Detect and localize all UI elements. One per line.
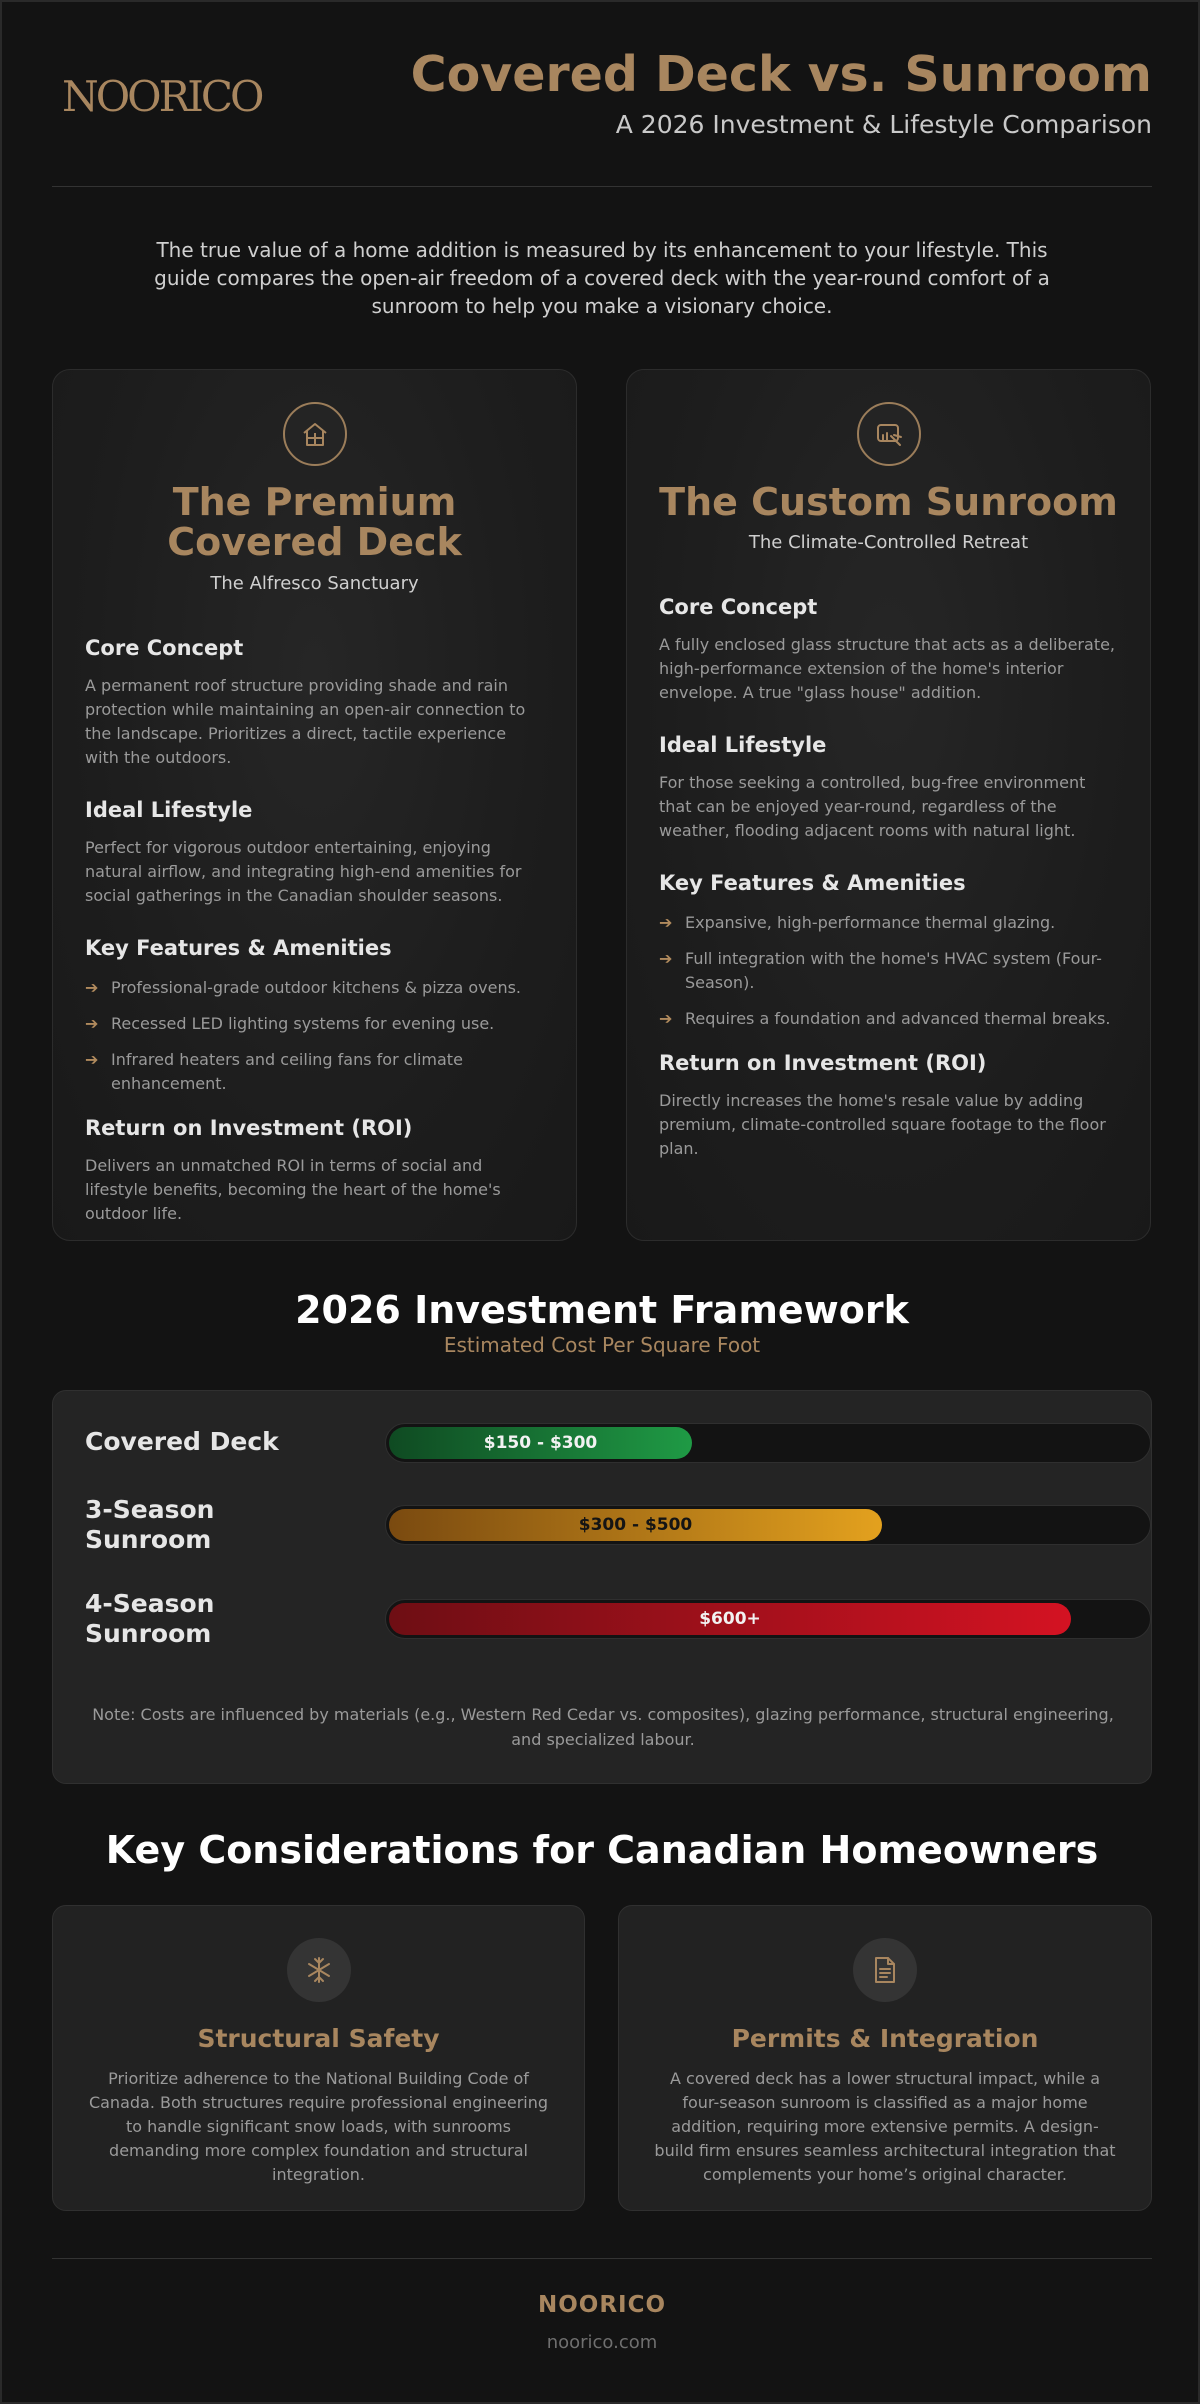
header bbox=[52, 42, 1152, 187]
arrow-right-icon: ➔ bbox=[659, 1009, 673, 1029]
cost-range-label: $600+ bbox=[699, 1609, 761, 1629]
cost-row-covered-deck bbox=[85, 1423, 1121, 1483]
page-title: Covered Deck vs. Sunroom bbox=[410, 46, 1152, 103]
sunroom-core-heading: Core Concept bbox=[659, 595, 818, 620]
deck-features-heading: Key Features & Amenities bbox=[85, 935, 392, 960]
arrow-right-icon: ➔ bbox=[85, 1013, 99, 1033]
cost-bar-track bbox=[385, 1599, 1151, 1639]
cost-row-label: 4-Season Sunroom bbox=[85, 1589, 215, 1648]
cost-range-label: $300 - $500 bbox=[578, 1515, 693, 1535]
deck-core-text: A permanent roof structure providing shade and rain protection while maintaining an open-air connection to the landscape. Prioritizes a direct, tactile experience with the outdoors. bbox=[85, 675, 526, 767]
sunroom-tagline: The Climate-Controlled Retreat bbox=[748, 532, 1029, 554]
framework-subtitle: Estimated Cost Per Square Foot bbox=[443, 1333, 761, 1357]
window-sun-icon bbox=[857, 402, 921, 466]
sunroom-features-list bbox=[659, 911, 1118, 1031]
covered-deck-card bbox=[52, 369, 577, 1241]
permits-text: A covered deck has a lower structural impact, while a four-season sunroom is classified as a major home addition, requiring more extensive permits. A design-build firm ensures seamless architectural integration that complements your home’s original character. bbox=[654, 2069, 1116, 2184]
arrow-right-icon: ➔ bbox=[659, 949, 673, 969]
list-item: ➔ Expansive, high-performance thermal glazing. bbox=[659, 911, 1118, 935]
page-subtitle: A 2026 Investment & Lifestyle Comparison bbox=[615, 110, 1152, 139]
framework-title: 2026 Investment Framework bbox=[295, 1288, 909, 1332]
header-divider bbox=[52, 186, 1152, 187]
brand-logo[interactable]: NOORICO bbox=[62, 72, 262, 121]
list-item: ➔ Recessed LED lighting systems for evening use. bbox=[85, 1012, 544, 1036]
cost-note: Note: Costs are influenced by materials (e.g., Western Red Cedar vs. composites), glazing performance, structural engineering, and specialized labour. bbox=[92, 1705, 1114, 1749]
considerations-title: Key Considerations for Canadian Homeowners bbox=[105, 1828, 1099, 1872]
cost-comparison-panel bbox=[52, 1390, 1152, 1784]
arrow-right-icon: ➔ bbox=[85, 977, 99, 997]
sunroom-lifestyle-heading: Ideal Lifestyle bbox=[659, 733, 827, 758]
cost-row-label: 3-Season Sunroom bbox=[85, 1495, 215, 1554]
cost-row-3-season-sunroom bbox=[85, 1495, 1121, 1555]
cost-bar-fill bbox=[389, 1427, 692, 1459]
sunroom-roi-text: Directly increases the home's resale value by adding premium, climate-controlled square footage to the floor plan. bbox=[659, 1091, 1106, 1159]
list-item: ➔ Requires a foundation and advanced thermal breaks. bbox=[659, 1007, 1118, 1031]
list-item: ➔ Professional-grade outdoor kitchens & pizza ovens. bbox=[85, 976, 544, 1000]
structural-safety-text: Prioritize adherence to the National Building Code of Canada. Both structures require professional engineering to handle significant snow loads, with sunrooms demanding more complex foundation and structural integration. bbox=[88, 2069, 549, 2184]
sunroom-title: The Custom Sunroom bbox=[659, 480, 1118, 524]
intro-text: The true value of a home addition is measured by its enhancement to your lifestyle. This guide compares the open-air freedom of a covered deck with the year-round comfort of a sunroom to help you make a visionary choice. bbox=[154, 238, 1050, 318]
document-icon bbox=[853, 1938, 917, 2002]
structural-safety-heading: Structural Safety bbox=[197, 2024, 440, 2053]
footer-divider bbox=[52, 2258, 1152, 2259]
list-item: ➔ Full integration with the home's HVAC system (Four-Season). bbox=[659, 949, 1102, 993]
cost-bar-track bbox=[385, 1505, 1151, 1545]
deck-lifestyle-heading: Ideal Lifestyle bbox=[85, 797, 253, 822]
permits-heading: Permits & Integration bbox=[731, 2024, 1039, 2053]
cost-range-label: $150 - $300 bbox=[483, 1433, 598, 1453]
cost-bar-track bbox=[385, 1423, 1151, 1463]
arrow-right-icon: ➔ bbox=[659, 913, 673, 933]
sunroom-core-text: A fully enclosed glass structure that acts as a deliberate, high-performance extension of the home's interior envelope. A true "glass house" addition. bbox=[659, 635, 1116, 703]
sunroom-features-heading: Key Features & Amenities bbox=[659, 871, 966, 896]
structural-safety-card bbox=[52, 1905, 585, 2211]
cost-bar-fill bbox=[389, 1509, 882, 1541]
deck-features-list bbox=[85, 976, 544, 1096]
deck-roi-text: Delivers an unmatched ROI in terms of social and lifestyle benefits, becoming the heart of the home's outdoor life. bbox=[85, 1155, 501, 1223]
deck-tagline: The Alfresco Sanctuary bbox=[210, 572, 419, 594]
cost-bar-fill bbox=[389, 1603, 1071, 1635]
cost-row-4-season-sunroom bbox=[85, 1589, 1121, 1649]
footer-brand: NOORICO bbox=[537, 2292, 667, 2318]
sunroom-lifestyle-text: For those seeking a controlled, bug-free environment that can be enjoyed year-round, regardless of the weather, flooding adjacent rooms with natural light. bbox=[659, 773, 1086, 841]
deck-lifestyle-text: Perfect for vigorous outdoor entertaining, enjoying natural airflow, and integrating high-end amenities for social gatherings in the Canadian shoulder seasons. bbox=[85, 837, 522, 905]
deck-title: The Premium Covered Deck bbox=[167, 480, 462, 565]
sunroom-roi-heading: Return on Investment (ROI) bbox=[659, 1051, 987, 1076]
permits-integration-card bbox=[618, 1905, 1152, 2211]
sunroom-card bbox=[626, 369, 1151, 1241]
list-item: ➔ Infrared heaters and ceiling fans for climate enhancement. bbox=[85, 1049, 463, 1093]
footer-link[interactable]: noorico.com bbox=[546, 2332, 658, 2353]
deck-core-heading: Core Concept bbox=[85, 635, 244, 660]
cost-row-label: Covered Deck bbox=[85, 1427, 279, 1456]
arrow-right-icon: ➔ bbox=[85, 1049, 99, 1069]
deck-roi-heading: Return on Investment (ROI) bbox=[85, 1115, 413, 1140]
house-icon bbox=[283, 402, 347, 466]
snowflake-icon bbox=[287, 1938, 351, 2002]
